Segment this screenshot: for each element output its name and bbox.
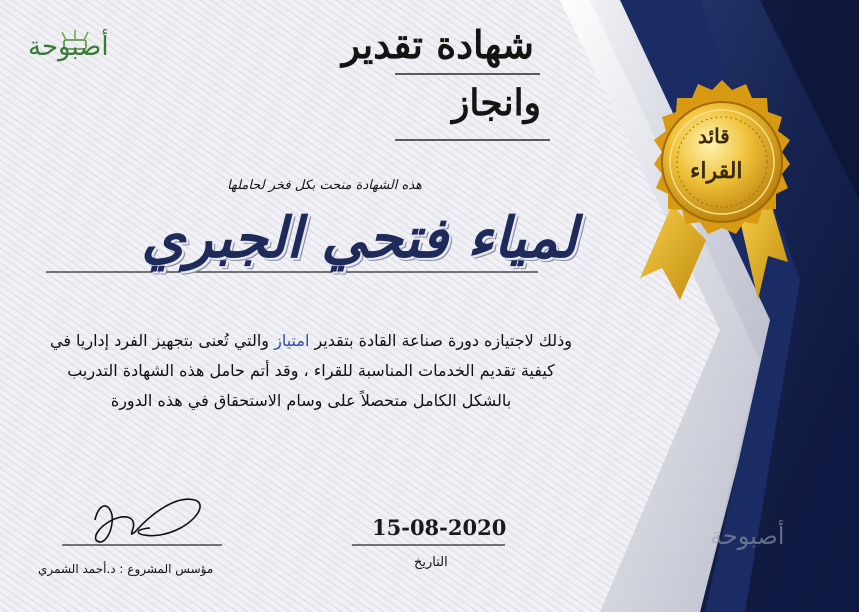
recipient-name: لمياء فتحي الجبري xyxy=(141,205,577,271)
badge-label-bottom: القراء xyxy=(690,158,743,184)
body-text-end: والتي تُعنى بتجهيز الفرد إداريا في كيفية تقديم الخدمات المناسبة للقراء ، وقد أتم حامل هذه الشهادة التدريب بالشكل الكامل متحصلاً على وسام الاستحقاق في هذه الدورة xyxy=(49,331,555,410)
intro-text: هذه الشهادة منحت بكل فخر لحاملها xyxy=(227,178,422,193)
certificate-body xyxy=(41,326,581,416)
logo-watermark: أصبوحة xyxy=(710,522,785,550)
grade-highlight: امتياز xyxy=(274,331,310,350)
logo: أصبوحة xyxy=(28,32,109,62)
issue-date: 15-08-2020 xyxy=(372,515,507,540)
certificate-title: شهادة تقدير xyxy=(341,22,534,67)
founder-label: مؤسس المشروع : د.أحمد الشمري xyxy=(38,562,214,576)
body-text-start: وذلك لاجتيازه دورة صناعة القادة بتقدير xyxy=(309,331,572,350)
date-label: التاريخ xyxy=(414,555,448,570)
badge-label-top: قائد xyxy=(698,124,730,148)
certificate-subtitle: وانجاز xyxy=(452,82,541,124)
